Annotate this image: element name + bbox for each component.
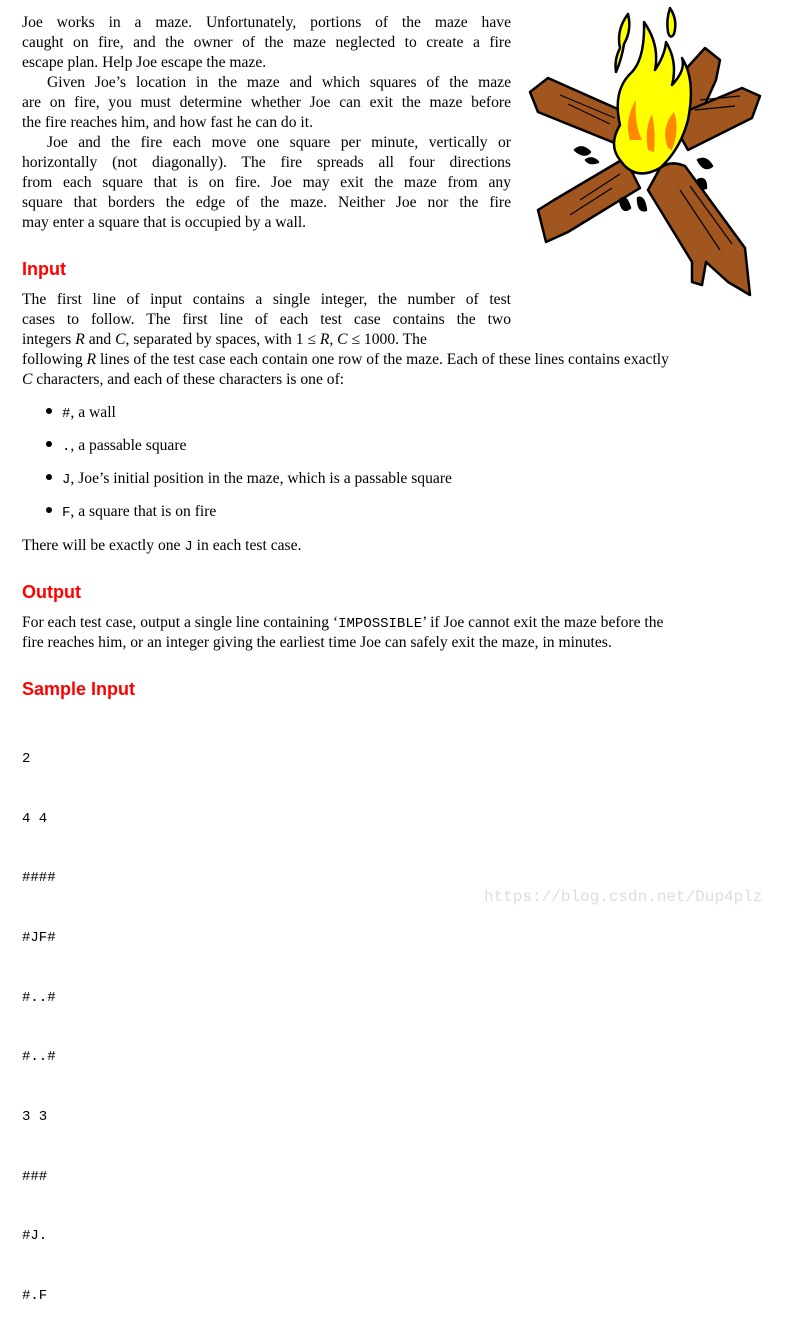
symbol: F — [62, 505, 71, 521]
output-description — [22, 613, 764, 653]
code-line: 2 — [22, 750, 31, 767]
symbol: # — [62, 406, 71, 422]
text: , a passable square — [70, 437, 187, 454]
text: ≤ 1000. The — [347, 331, 427, 348]
text: , a square that is on fire — [70, 503, 217, 520]
ember — [586, 158, 598, 163]
intro-paragraph-3 — [22, 133, 511, 233]
text-line: Joe works in a maze. Unfortunately, portions of the maze have — [22, 14, 511, 31]
text-line: escape plan. Help Joe escape the maze. — [22, 54, 267, 71]
text-line: Joe and the fire each move one square per minute, vertically or — [47, 134, 511, 151]
ember — [698, 159, 712, 168]
symbol: J — [62, 472, 71, 488]
ember — [638, 198, 646, 211]
intro-paragraph-2 — [22, 73, 511, 133]
flame-wisp — [616, 14, 630, 72]
text-line — [22, 370, 764, 390]
intro-paragraph-1 — [22, 13, 511, 73]
code-line: 4 4 — [22, 810, 48, 827]
ember — [575, 147, 590, 154]
watermark: https://blog.csdn.net/Dup4plz — [484, 888, 763, 906]
text: and — [84, 331, 116, 348]
input-closing — [22, 536, 764, 556]
text-line — [22, 613, 764, 633]
sample-input-heading: Sample Input — [22, 679, 136, 699]
input-heading: Input — [22, 259, 66, 279]
code-line: ### — [22, 1168, 48, 1185]
text-line — [22, 350, 764, 370]
text-line: are on fire, you must determine whether Joe can exit the maze before — [22, 94, 511, 111]
campfire-icon — [520, 0, 786, 305]
output-heading: Output — [22, 582, 81, 602]
bullet-icon — [46, 441, 52, 447]
text: , separated by spaces, with 1 ≤ — [125, 331, 320, 348]
var-rc: R, C — [319, 331, 348, 348]
text-line: cases to follow. The first line of each test case contains the two — [22, 311, 511, 328]
text: For each test case, output a single line containing ‘ — [22, 614, 339, 631]
symbol: . — [62, 439, 71, 455]
text: , Joe’s initial position in the maze, which is a passable square — [70, 470, 452, 487]
code-line: #JF# — [22, 929, 56, 946]
symbol: J — [184, 539, 193, 555]
code-line: #J. — [22, 1228, 48, 1245]
text-line: caught on fire, and the owner of the maze neglected to create a fire — [22, 34, 511, 51]
list-item-wall — [46, 403, 116, 424]
text: There will be exactly one — [22, 537, 185, 554]
var-r: R — [75, 331, 85, 348]
var-c: C — [115, 331, 126, 348]
text-line — [22, 536, 764, 556]
text-line — [22, 330, 511, 350]
text: integers — [22, 331, 76, 348]
code-line: #..# — [22, 989, 56, 1006]
text: following — [22, 351, 87, 368]
text: ’ if Joe cannot exit the maze before the — [422, 614, 664, 631]
log-front — [648, 163, 750, 295]
bullet-icon — [46, 408, 52, 414]
text-line: Given Joe’s location in the maze and which squares of the maze — [47, 74, 511, 91]
text-line: horizontally (not diagonally). The fire spreads all four directions — [22, 154, 511, 171]
input-description — [22, 290, 511, 350]
code-line: #.F — [22, 1288, 48, 1305]
text: in each test case. — [192, 537, 302, 554]
code-line: #### — [22, 870, 56, 887]
text-line: fire reaches him, or an integer giving the earliest time Joe can safely exit the maze, in minutes. — [22, 634, 612, 651]
text: , a wall — [70, 404, 116, 421]
sample-input-code — [22, 710, 56, 1327]
code-line: #..# — [22, 1049, 56, 1066]
list-item-passable — [46, 436, 186, 457]
text-line: from each square that is on fire. Joe may exit the maze from any — [22, 174, 511, 191]
flame-wisp — [667, 8, 675, 37]
text-line: square that borders the edge of the maze. Neither Joe nor the fire — [22, 194, 511, 211]
code-line: 3 3 — [22, 1109, 48, 1126]
text: characters, and each of these characters is one of: — [32, 371, 345, 388]
bullet-icon — [46, 507, 52, 513]
text-line: the fire reaches him, and how fast he can do it. — [22, 114, 313, 131]
text-line: The first line of input contains a single integer, the number of test — [22, 291, 511, 308]
input-description-wide — [22, 350, 764, 390]
list-item-fire — [46, 502, 216, 523]
text-line: may enter a square that is occupied by a wall. — [22, 214, 307, 231]
ember — [620, 198, 630, 210]
var-r: R — [86, 351, 97, 368]
text: lines of the test case each contain one row of the maze. Each of these lines contains exactly — [96, 351, 669, 368]
list-item-joe — [46, 469, 452, 490]
code-impossible: IMPOSSIBLE — [338, 616, 423, 632]
var-c: C — [22, 371, 33, 388]
bullet-icon — [46, 474, 52, 480]
